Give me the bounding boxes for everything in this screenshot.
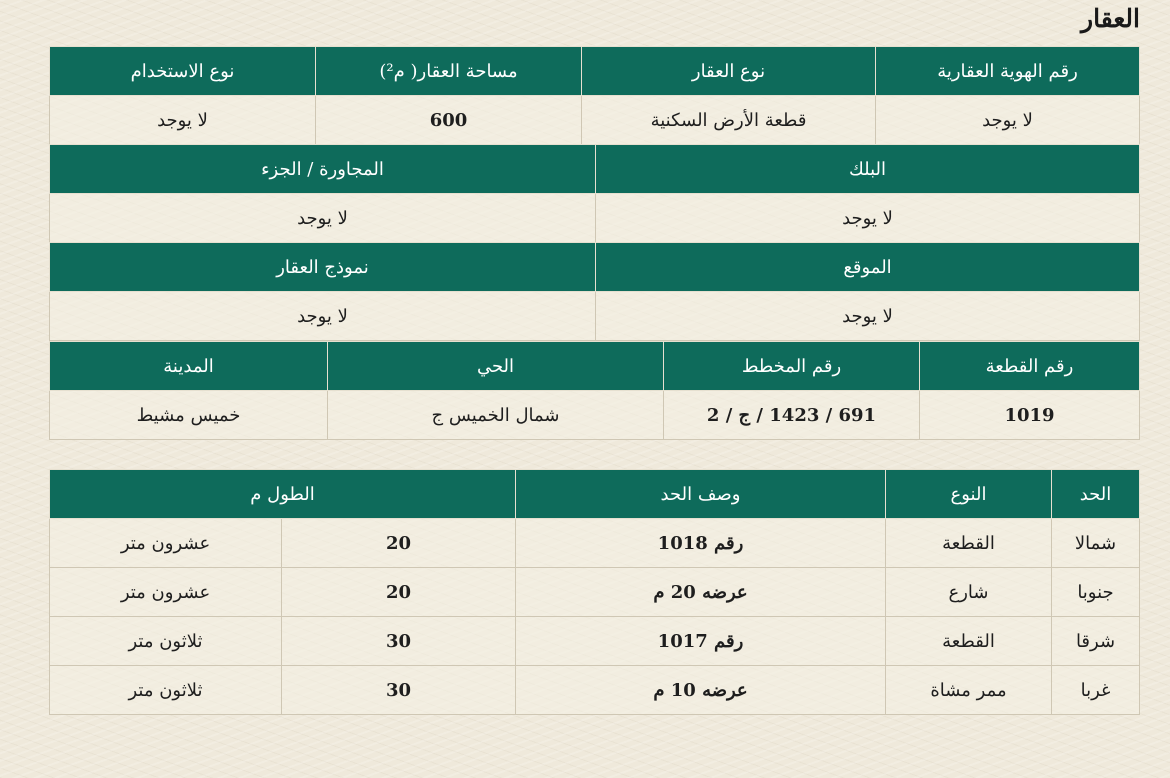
boundaries-table	[49, 469, 1140, 715]
boundary-length-number: 20	[282, 568, 516, 617]
header-length: الطول م	[50, 470, 516, 519]
value-property-area: 600	[316, 96, 582, 145]
table-row	[50, 617, 1140, 666]
header-plot-number: رقم القطعة	[920, 342, 1140, 391]
table-row	[50, 519, 1140, 568]
boundary-type: القطعة	[886, 617, 1052, 666]
boundary-description: رقم 1017	[516, 617, 886, 666]
boundary-direction: جنوبا	[1052, 568, 1140, 617]
boundary-description: رقم 1018	[516, 519, 886, 568]
property-info-table-2	[49, 144, 1140, 243]
property-info-table-1	[49, 46, 1140, 145]
value-city: خميس مشيط	[50, 391, 328, 440]
header-location: الموقع	[596, 243, 1140, 292]
header-boundary-type: النوع	[886, 470, 1052, 519]
boundary-length-text: ثلاثون متر	[50, 617, 282, 666]
boundary-length-number: 20	[282, 519, 516, 568]
header-neighborhood-part: المجاورة / الجزء	[50, 145, 596, 194]
value-block: لا يوجد	[596, 194, 1140, 243]
boundaries-block	[50, 469, 1140, 715]
table-row	[50, 666, 1140, 715]
value-district: شمال الخميس ج	[328, 391, 664, 440]
value-usage-type: لا يوجد	[50, 96, 316, 145]
header-property-id: رقم الهوية العقارية	[876, 47, 1140, 96]
boundary-length-text: ثلاثون متر	[50, 666, 282, 715]
header-plan-number: رقم المخطط	[664, 342, 920, 391]
boundary-description: عرضه 20 م	[516, 568, 886, 617]
header-property-type: نوع العقار	[582, 47, 876, 96]
header-boundary-description: وصف الحد	[516, 470, 886, 519]
header-boundary: الحد	[1052, 470, 1140, 519]
boundary-length-text: عشرون متر	[50, 519, 282, 568]
boundary-direction: شمالا	[1052, 519, 1140, 568]
value-location: لا يوجد	[596, 292, 1140, 341]
property-info-block-4	[50, 341, 1140, 440]
property-info-block-3	[50, 242, 1140, 341]
boundary-type: شارع	[886, 568, 1052, 617]
value-plan-number: 691 / 1423 / ج / 2	[664, 391, 920, 440]
boundary-length-number: 30	[282, 666, 516, 715]
boundary-type: ممر مشاة	[886, 666, 1052, 715]
header-usage-type: نوع الاستخدام	[50, 47, 316, 96]
property-info-block-2	[50, 144, 1140, 243]
property-info-block-1	[50, 46, 1140, 145]
header-district: الحي	[328, 342, 664, 391]
boundary-description: عرضه 10 م	[516, 666, 886, 715]
table-row	[50, 568, 1140, 617]
header-property-model: نموذج العقار	[50, 243, 596, 292]
value-property-model: لا يوجد	[50, 292, 596, 341]
header-property-area: مساحة العقار( م²)	[316, 47, 582, 96]
section-title: العقار	[1081, 4, 1140, 33]
value-property-type: قطعة الأرض السكنية	[582, 96, 876, 145]
value-neighborhood-part: لا يوجد	[50, 194, 596, 243]
boundary-length-text: عشرون متر	[50, 568, 282, 617]
header-city: المدينة	[50, 342, 328, 391]
boundary-type: القطعة	[886, 519, 1052, 568]
boundary-direction: شرقا	[1052, 617, 1140, 666]
value-plot-number: 1019	[920, 391, 1140, 440]
value-property-id: لا يوجد	[876, 96, 1140, 145]
property-info-table-3	[49, 242, 1140, 341]
boundary-direction: غربا	[1052, 666, 1140, 715]
boundary-length-number: 30	[282, 617, 516, 666]
header-block: البلك	[596, 145, 1140, 194]
property-info-table-4	[49, 341, 1140, 440]
